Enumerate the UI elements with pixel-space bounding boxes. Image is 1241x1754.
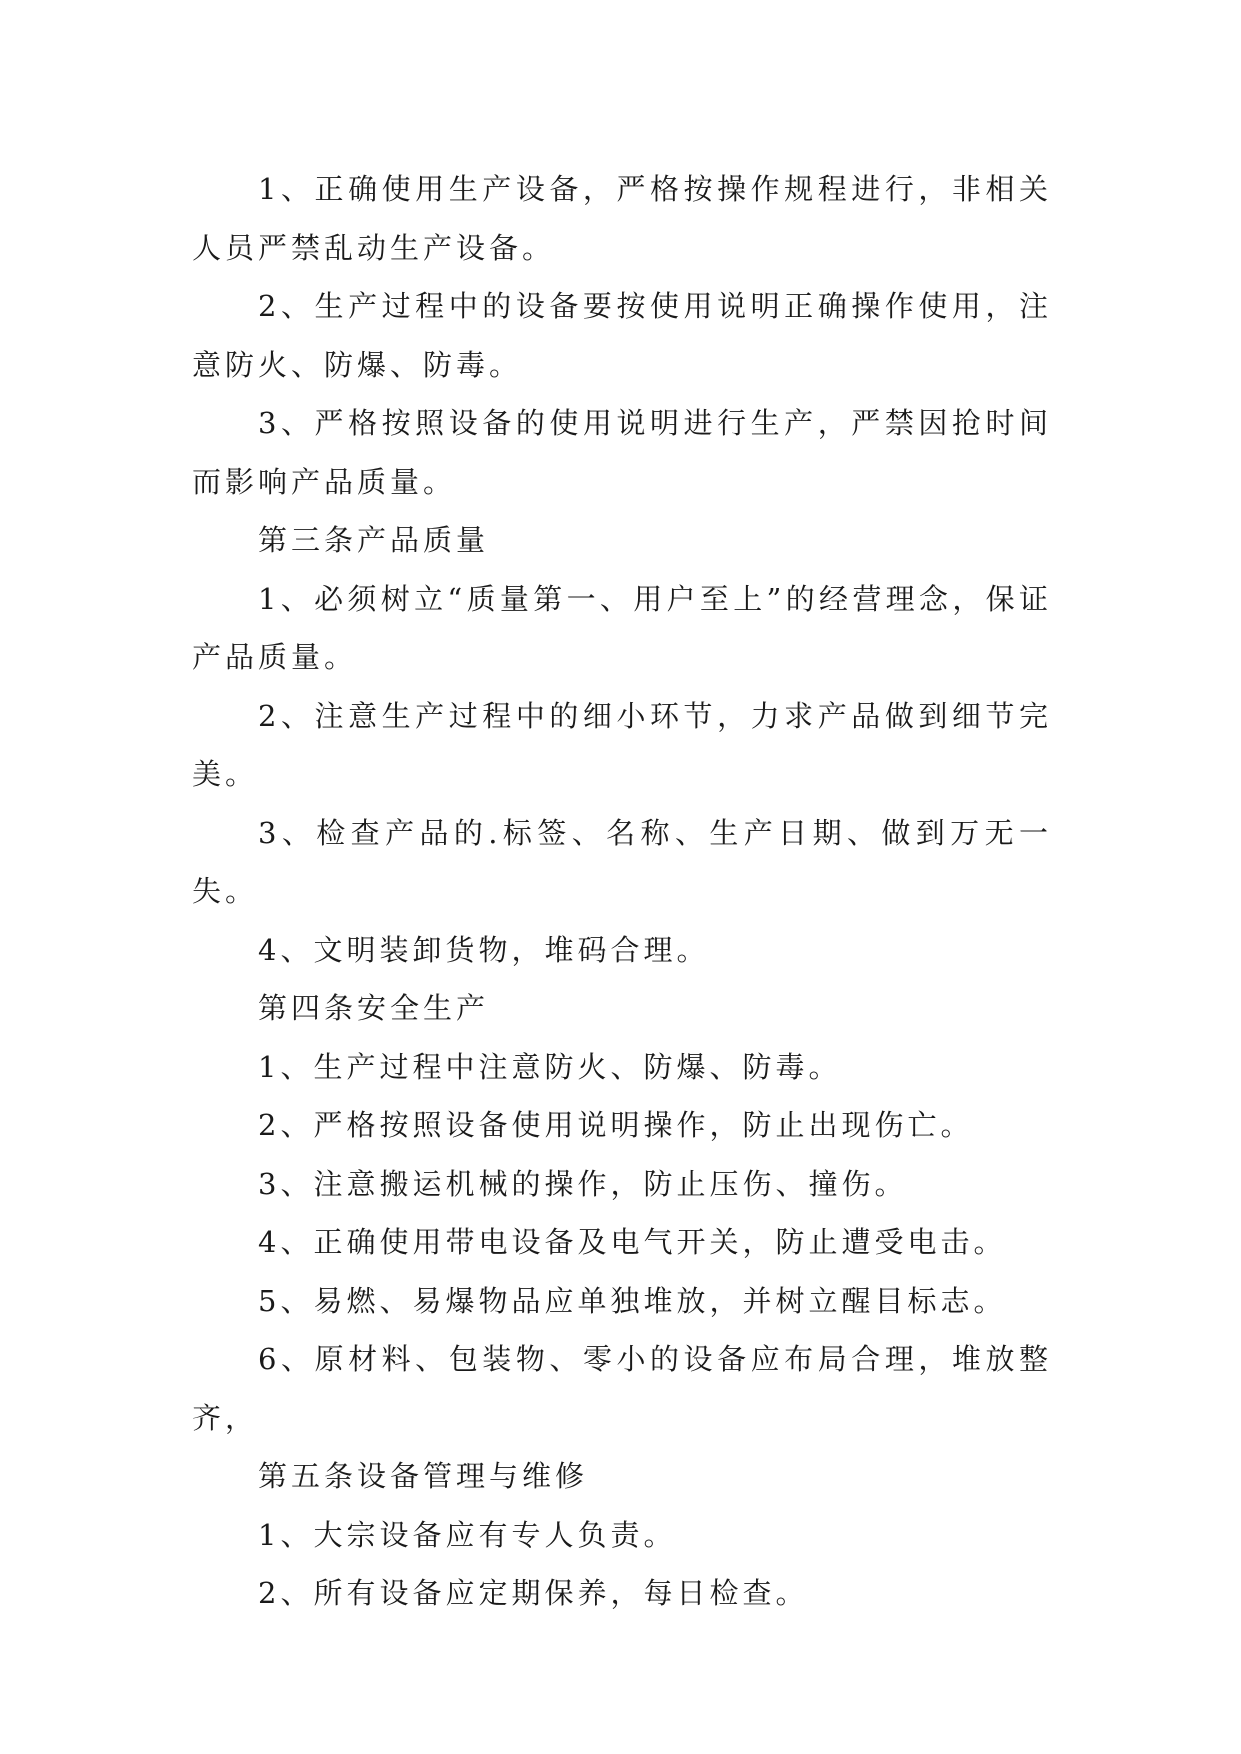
rule-item: 1、生产过程中注意防火、防爆、防毒。	[258, 1049, 842, 1084]
rule-item: 2、注意生产过程中的细小环节，力求产品做到细节完美。	[192, 698, 1052, 791]
rule-item: 1、正确使用生产设备，严格按操作规程进行，非相关人员严禁乱动生产设备。	[192, 172, 1052, 265]
rule-item: 3、严格按照设备的使用说明进行生产，严禁因抢时间而影响产品质量。	[192, 406, 1052, 499]
rule-item: 2、生产过程中的设备要按使用说明正确操作使用，注意防火、防爆、防毒。	[192, 289, 1052, 382]
section-heading: 第五条设备管理与维修	[258, 1459, 589, 1493]
section-heading: 第四条安全生产	[258, 991, 490, 1025]
section-heading: 第三条产品质量	[258, 523, 490, 557]
rule-item: 2、严格按照设备使用说明操作，防止出现伤亡。	[258, 1108, 974, 1142]
rule-item: 4、文明装卸货物，堆码合理。	[258, 932, 710, 967]
rule-item: 2、所有设备应定期保养，每日检查。	[258, 1576, 809, 1610]
rule-item: 6、原材料、包装物、零小的设备应布局合理，堆放整齐，	[192, 1342, 1052, 1435]
rule-item: 1、大宗设备应有专人负责。	[258, 1517, 677, 1552]
rule-item: 4、正确使用带电设备及电气开关，防止遭受电击。	[258, 1225, 1007, 1259]
rule-item: 1、必须树立“质量第一、用户至上”的经营理念，保证产品质量。	[192, 581, 1052, 674]
rule-item: 3、注意搬运机械的操作，防止压伤、撞伤。	[258, 1166, 908, 1201]
rule-item: 3、检查产品的.标签、名称、生产日期、做到万无一失。	[192, 815, 1052, 908]
rule-item: 5、易燃、易爆物品应单独堆放，并树立醒目标志。	[258, 1283, 1007, 1318]
document-body	[192, 160, 1052, 1623]
